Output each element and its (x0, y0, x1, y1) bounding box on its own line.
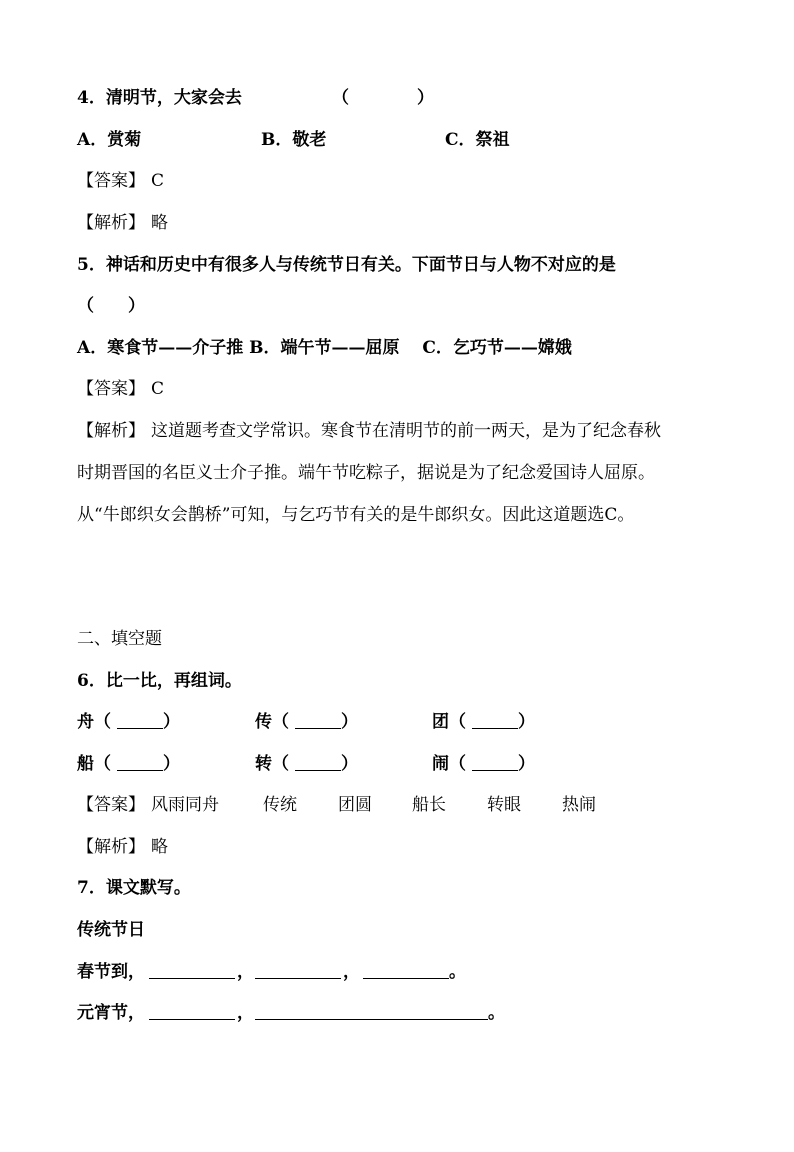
q6-r2-item3-open: 闹（ (432, 754, 466, 774)
q4-answer (77, 169, 165, 193)
q6-r2-item1-open: 船（ (77, 754, 111, 774)
q5-answer-label: 【答案】 (77, 379, 145, 399)
q5-analysis-label: 【解析】 (77, 421, 145, 441)
q6-r2-blank-2 (295, 754, 341, 771)
q7-line2-period: 。 (488, 1003, 505, 1023)
q4-analysis (77, 211, 168, 235)
q5-answer (77, 377, 165, 401)
q6-answer-5: 转眼 (487, 795, 521, 815)
q4-stem: 4．清明节，大家会去 (77, 88, 242, 108)
q6-r1-blank-3 (472, 712, 518, 729)
q6-answer-1: 风雨同舟 (151, 795, 219, 815)
q7-line-1 (77, 960, 466, 984)
q5-options: A．寒食节——介子推 B．端午节——屈原 C．乞巧节——嫦娥 (77, 338, 572, 358)
q7-line2-blank-2 (255, 1003, 488, 1020)
q7-line2-blank-1 (149, 1003, 235, 1020)
q6-r1-item1-open: 舟（ (77, 712, 111, 732)
q5-analysis-text-1: 这道题考查文学常识。寒食节在清明节的前一两天，是为了纪念春秋 (151, 421, 661, 441)
q6-answer-2: 传统 (263, 795, 297, 815)
q6-answer-3: 团圆 (338, 795, 372, 815)
q7-line2-comma: ， (237, 1003, 254, 1023)
q6-answer-4: 船长 (412, 795, 446, 815)
q7-line1-blank-1 (149, 962, 235, 979)
q4-option-b: B．敬老 (261, 130, 327, 150)
q5-analysis-line-1 (77, 419, 661, 443)
q6-answer (77, 793, 596, 817)
q7-line-2 (77, 1001, 505, 1025)
q4-answer-value: C (151, 171, 165, 191)
q6-r2-blank-3 (472, 754, 518, 771)
q4-analysis-label: 【解析】 (77, 213, 145, 233)
q4-option-c: C．祭祖 (445, 130, 510, 150)
q5-analysis-line-3: 从“牛郎织女会鹊桥”可知，与乞巧节有关的是牛郎织女。因此这道题选C。 (77, 505, 635, 525)
q6-stem: 6．比一比，再组词。 (77, 671, 242, 691)
q6-r1-item2-open: 传（ (255, 712, 289, 732)
q5-stem: 5．神话和历史中有很多人与传统节日有关。下面节日与人物不对应的是 (77, 255, 616, 275)
q7-line1-period: 。 (449, 962, 466, 982)
q7-stem: 7．课文默写。 (77, 878, 191, 898)
q7-line2-head: 元宵节， (77, 1003, 145, 1023)
q6-r2-item2-close: ） (341, 754, 358, 774)
q7-line1-blank-3 (363, 962, 449, 979)
q6-r2-item2-open: 转（ (255, 754, 289, 774)
q7-line1-head: 春节到， (77, 962, 145, 982)
q6-analysis-label: 【解析】 (77, 837, 145, 857)
q7-title: 传统节日 (77, 920, 145, 940)
q6-analysis-text: 略 (151, 837, 168, 857)
q5-answer-value: C (151, 379, 165, 399)
q4-analysis-text: 略 (151, 213, 168, 233)
q6-answer-6: 热闹 (562, 795, 596, 815)
q4-option-a: A．赏菊 (77, 130, 142, 150)
q6-row-1 (77, 710, 535, 734)
q7-line1-comma-2: ， (343, 962, 360, 982)
q6-analysis (77, 835, 168, 859)
q4-answer-label: 【答案】 (77, 171, 145, 191)
q5-analysis-line-2: 时期晋国的名臣义士介子推。端午节吃粽子，据说是为了纪念爱国诗人屈原。 (77, 463, 655, 483)
q6-r2-blank-1 (117, 754, 163, 771)
section-title: 二、填空题 (77, 629, 162, 649)
q7-line1-blank-2 (255, 962, 341, 979)
q4-stem-line (77, 86, 434, 110)
q4-paren: （ ） (332, 88, 434, 108)
q6-answer-label: 【答案】 (77, 795, 145, 815)
q6-r1-item3-close: ） (518, 712, 535, 732)
q6-r1-item1-close: ） (163, 712, 180, 732)
q6-row-2 (77, 752, 535, 776)
q6-r1-blank-1 (117, 712, 163, 729)
q5-paren: （ ） (77, 296, 145, 316)
q6-r1-item3-open: 团（ (432, 712, 466, 732)
q7-line1-comma-1: ， (237, 962, 254, 982)
q6-r1-blank-2 (295, 712, 341, 729)
q6-r1-item2-close: ） (341, 712, 358, 732)
q4-options (77, 128, 510, 152)
q6-r2-item1-close: ） (163, 754, 180, 774)
q6-r2-item3-close: ） (518, 754, 535, 774)
